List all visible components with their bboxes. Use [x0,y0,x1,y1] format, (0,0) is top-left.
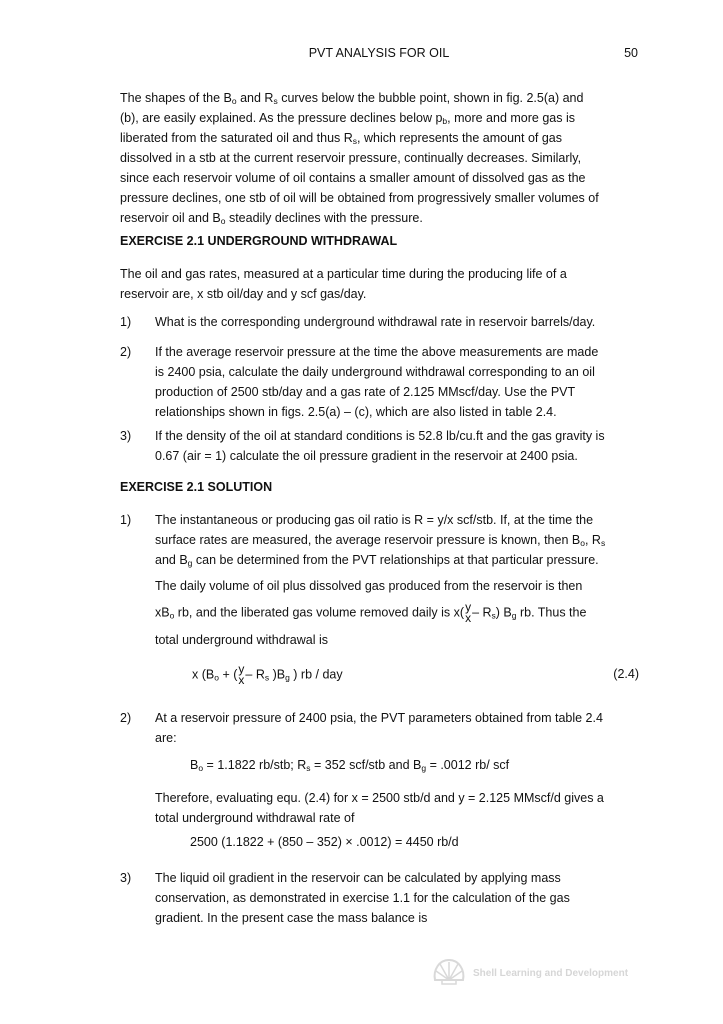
solution-item-1: The instantaneous or producing gas oil ratio is R = y/x scf/stb. If, at the time the surface rates are measured, the average reservoir pressure is known, then $B_o$, $R_s$ and $B_g$ can be determined from the PVT relationships at that particular pressure. [155,513,606,568]
equation-number: (2.4) [613,667,639,681]
solution-item-number: 2) [120,711,132,725]
footer-text: Shell Learning and Development [473,968,629,979]
shell-logo-icon [431,956,467,986]
withdrawal-calculation: 2500 (1.1822 + (850 – 352) × .0012) = 4450 rb/d [190,835,459,849]
running-title: PVT ANALYSIS FOR OIL [308,46,450,60]
exercise-item: If the average reservoir pressure at the time the above measurements are made is 2400 psia, calculate the daily underground withdrawal corresponding to an oil production of 2500 stb/day and a gas rate of 2.125 MMscf/day. Use the PVT relationships shown in figs. 2.5(a) – (c), which are also listed in table 2.4. [155,345,599,419]
solution-item-number: 1) [120,513,132,527]
solution-item-2-paragraph: Therefore, evaluating equ. (2.4) for x = 2500 stb/d and y = 2.125 MMscf/d gives a total underground withdrawal rate of [155,791,604,825]
equation-2-4: x ($B_o$ + ( y x – $R_s$ )$B_g$ ) rb / day [192,662,343,687]
page-number: 50 [624,46,638,60]
solution-item-3: The liquid oil gradient in the reservoir can be calculated by applying mass conservation, as demonstrated in exercise 1.1 for the calculation of the gas gradient. In the present case the mass balance is [155,871,570,925]
page-header [120,46,638,62]
exercise-item-number: 1) [120,315,132,329]
exercise-heading: EXERCISE 2.1 UNDERGROUND WITHDRAWAL [120,234,398,248]
fraction-y-over-x: y x [465,600,472,625]
pvt-parameters: $B_o = 1.1822$ rb/stb; $R_s = 352$ scf/stb and $B_g = .0012$ rb/ scf [190,758,510,773]
exercise-intro: The oil and gas rates, measured at a particular time during the producing life of a reservoir are, x stb oil/day and y scf gas/day. [120,267,567,301]
solution-heading: EXERCISE 2.1 SOLUTION [120,480,273,494]
exercise-item-number: 3) [120,429,132,443]
solution-item-number: 3) [120,871,132,885]
solution-item-2: At a reservoir pressure of 2400 psia, the PVT parameters obtained from table 2.4 are: [155,711,603,745]
solution-item-1-paragraph: The daily volume of oil plus dissolved gas produced from the reservoir is then $xB_o$ rb, and the liberated gas volume removed daily is x( y x – $R_s$) $B_g$ rb. Thus the total underground withdrawal is [155,579,587,647]
intro-paragraph: The shapes of the $B_o$ and $R_s$ curves below the bubble point, shown in fig. 2.5(a) and (b), are easily explained. As the pressure declines below $p_b$, more and more gas is liberated from the saturated oil and thus $R_s$, which represents the amount of gas dissolved in a stb at the current reservoir pressure, continually decreases. Similarly, since each reservoir volume of oil contains a smaller amount of dissolved gas as the pressure declines, one stb of oil will be obtained from progressively smaller volumes of reservoir oil and $B_o$ steadily declines with the pressure. [120,91,599,226]
exercise-item-number: 2) [120,345,132,359]
exercise-item: If the density of the oil at standard conditions is 52.8 lb/cu.ft and the gas gravity is 0.67 (air = 1) calculate the oil pressure gradient in the reservoir at 2400 psia. [155,429,605,463]
exercise-item: What is the corresponding underground withdrawal rate in reservoir barrels/day. [155,315,596,329]
